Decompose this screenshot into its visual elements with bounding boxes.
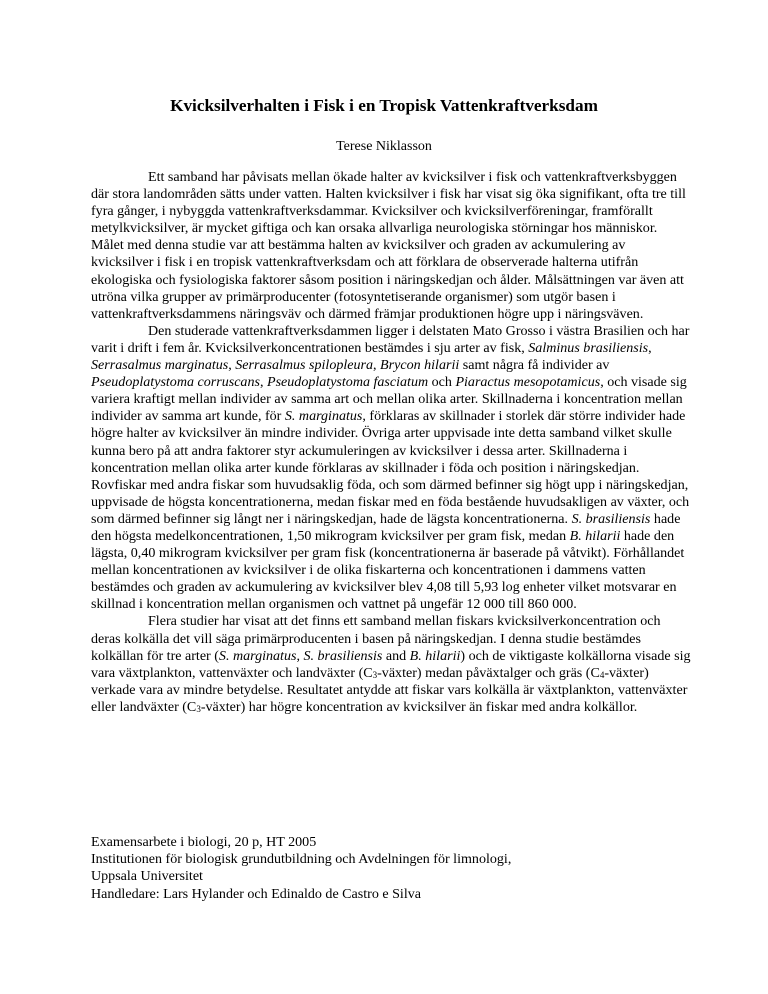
species-name: Salminus brasiliensis bbox=[528, 339, 649, 356]
text-run: , bbox=[373, 357, 381, 374]
thesis-department-line: Institutionen för biologisk grundutbildning och Avdelningen för limnologi, bbox=[91, 851, 512, 868]
text-run: samt några få individer av bbox=[459, 357, 610, 374]
author-name: Terese Niklasson bbox=[336, 139, 432, 154]
text-run: ) och de viktigaste kolkällorna visade sig vara växtplankton, vattenväxter och landväxter (C bbox=[91, 647, 691, 681]
text-run: hade den lägsta, 0,40 mikrogram kvicksilver per gram fisk (koncentrationerna är baserade på våtvikt). Förhållandet mellan koncentrationen av kvicksilver i de olika fiskarterna och koncentrationen i dammens vatten bestämdes och graden av ackumulering av kvicksilver blev 4,08 till 5,93 log enheter vilket motsvarar en skillnad i koncentration mellan organismen och vattnet på ungefär 12 000 till 860 000. bbox=[91, 527, 685, 613]
text-run: , och visade sig variera kraftigt mellan individer av samma art och mellan olika arter. Skillnaderna i koncentration mellan individer av samma art kunde, för bbox=[91, 374, 687, 425]
subscript: 4 bbox=[599, 669, 605, 680]
species-name: Serrasalmus spilopleura bbox=[235, 357, 374, 374]
text-run: Ett samband har påvisats mellan ökade halter av kvicksilver i fisk och vattenkraftverksbyggen där stora landområden sätts under vatten. Halten kvicksilver i fisk har visat sig öka signifikant, ofta tre till fyra gånger, i nybyggda vattenkraftverksdammar. Kvicksilver och kvicksilverföreningar, framförallt metylkvicksilver, är mycket giftiga och kan orsaka allvarliga neurologiska störningar hos människor. Målet med denna studie var att bestämma halten av kvicksilver och graden av ackumulering av kvicksilver i fisk i en tropisk vattenkraftverksdam och att förklara de observerade halterna utifrån ekologiska och fysiologiska faktorer såsom position i näringskedjan och ålder. Målsättningen var även att utröna vilka grupper av primärproducenter (fotosyntetiserande organismer) som utgör basen i vattenkraftverksdammens näringsväv och därmed främjar produktionen högre upp i näringsväven. bbox=[91, 169, 686, 322]
text-run: och bbox=[428, 374, 456, 391]
species-name: S. marginatus bbox=[218, 647, 297, 664]
text-run: and bbox=[382, 647, 410, 664]
text-run: , bbox=[296, 647, 304, 664]
species-name: S. brasiliensis bbox=[303, 647, 383, 664]
text-run: -växter) har högre koncentration av kvicksilver än fiskar med andra kolkällor. bbox=[200, 698, 638, 715]
species-name: S. brasiliensis bbox=[571, 510, 651, 527]
text-run: , bbox=[259, 374, 267, 391]
species-name: B. hilarii bbox=[409, 647, 461, 664]
species-name: Brycon hilarii bbox=[380, 357, 460, 374]
text-run: , förklaras av skillnader i storlek där större individer hade högre halter av kvicksilver än mindre individer. Övriga arter uppvisade inte detta samband vilket skulle kunna bero på att andra faktorer styr ackumuleringen av kvicksilver i dessa arter. Skillnaderna i koncentration mellan olika arter kunde förklaras av skillnader i föda och position i näringskedjan. Rovfiskar med andra fiskar som huvudsaklig föda, och som därmed befinner sig högt upp i näringskedjan, uppvisade de högsta koncentrationerna, medan fiskar med en föda bestående huvudsakligen av växter, och som därmed befinner sig långt ner i näringskedjan, hade de lägsta koncentrationerna. bbox=[91, 408, 690, 527]
text-run: Den studerade vattenkraftverksdammen ligger i delstaten Mato Grosso i västra Brasilien och har varit i drift i fem år. Kvicksilverkoncentrationen bestämdes i sju arter av fisk, bbox=[91, 322, 690, 356]
species-name: Piaractus mesopotamicus bbox=[455, 374, 601, 391]
species-name: B. hilarii bbox=[569, 527, 621, 544]
subscript: 3 bbox=[196, 703, 201, 714]
thesis-supervisors-line: Handledare: Lars Hylander och Edinaldo de Castro e Silva bbox=[91, 885, 421, 902]
text-run: -växter) verkade vara av mindre betydelse. Resultatet antydde att fiskar vars kolkälla är växtplankton, vattenväxter eller landväxter (C bbox=[91, 664, 688, 715]
paragraph-3 bbox=[91, 613, 691, 716]
species-name: Pseudoplatystoma corruscans bbox=[91, 374, 260, 391]
species-name: S. marginatus bbox=[284, 408, 363, 425]
paragraph-1 bbox=[91, 169, 691, 323]
text-run: , bbox=[228, 357, 236, 374]
thesis-university-line: Uppsala Universitet bbox=[91, 868, 203, 885]
subscript: 3 bbox=[372, 669, 378, 680]
thesis-course-line: Examensarbete i biologi, 20 p, HT 2005 bbox=[91, 834, 317, 850]
paragraph-2 bbox=[91, 323, 691, 614]
text-run: Flera studier har visat att det finns ett samband mellan fiskars kvicksilverkoncentration och deras kolkälla det vill säga primärproducenten i basen på näringskedjan. I denna studie bestämdes kolkällan för tre arter ( bbox=[91, 613, 661, 664]
text-run: , bbox=[648, 339, 652, 356]
thesis-info bbox=[91, 834, 691, 903]
species-name: Serrasalmus marginatus bbox=[91, 357, 229, 374]
document-title: Kvicksilverhalten i Fisk i en Tropisk Vattenkraftverksdam bbox=[170, 96, 598, 115]
abstract-body bbox=[91, 169, 691, 716]
species-name: Pseudoplatystoma fasciatum bbox=[266, 374, 429, 391]
text-run: hade den högsta medelkoncentrationen, 1,50 mikrogram kvicksilver per gram fisk, medan bbox=[91, 510, 681, 544]
text-run: -växter) medan påväxtalger och gräs (C bbox=[377, 664, 600, 681]
